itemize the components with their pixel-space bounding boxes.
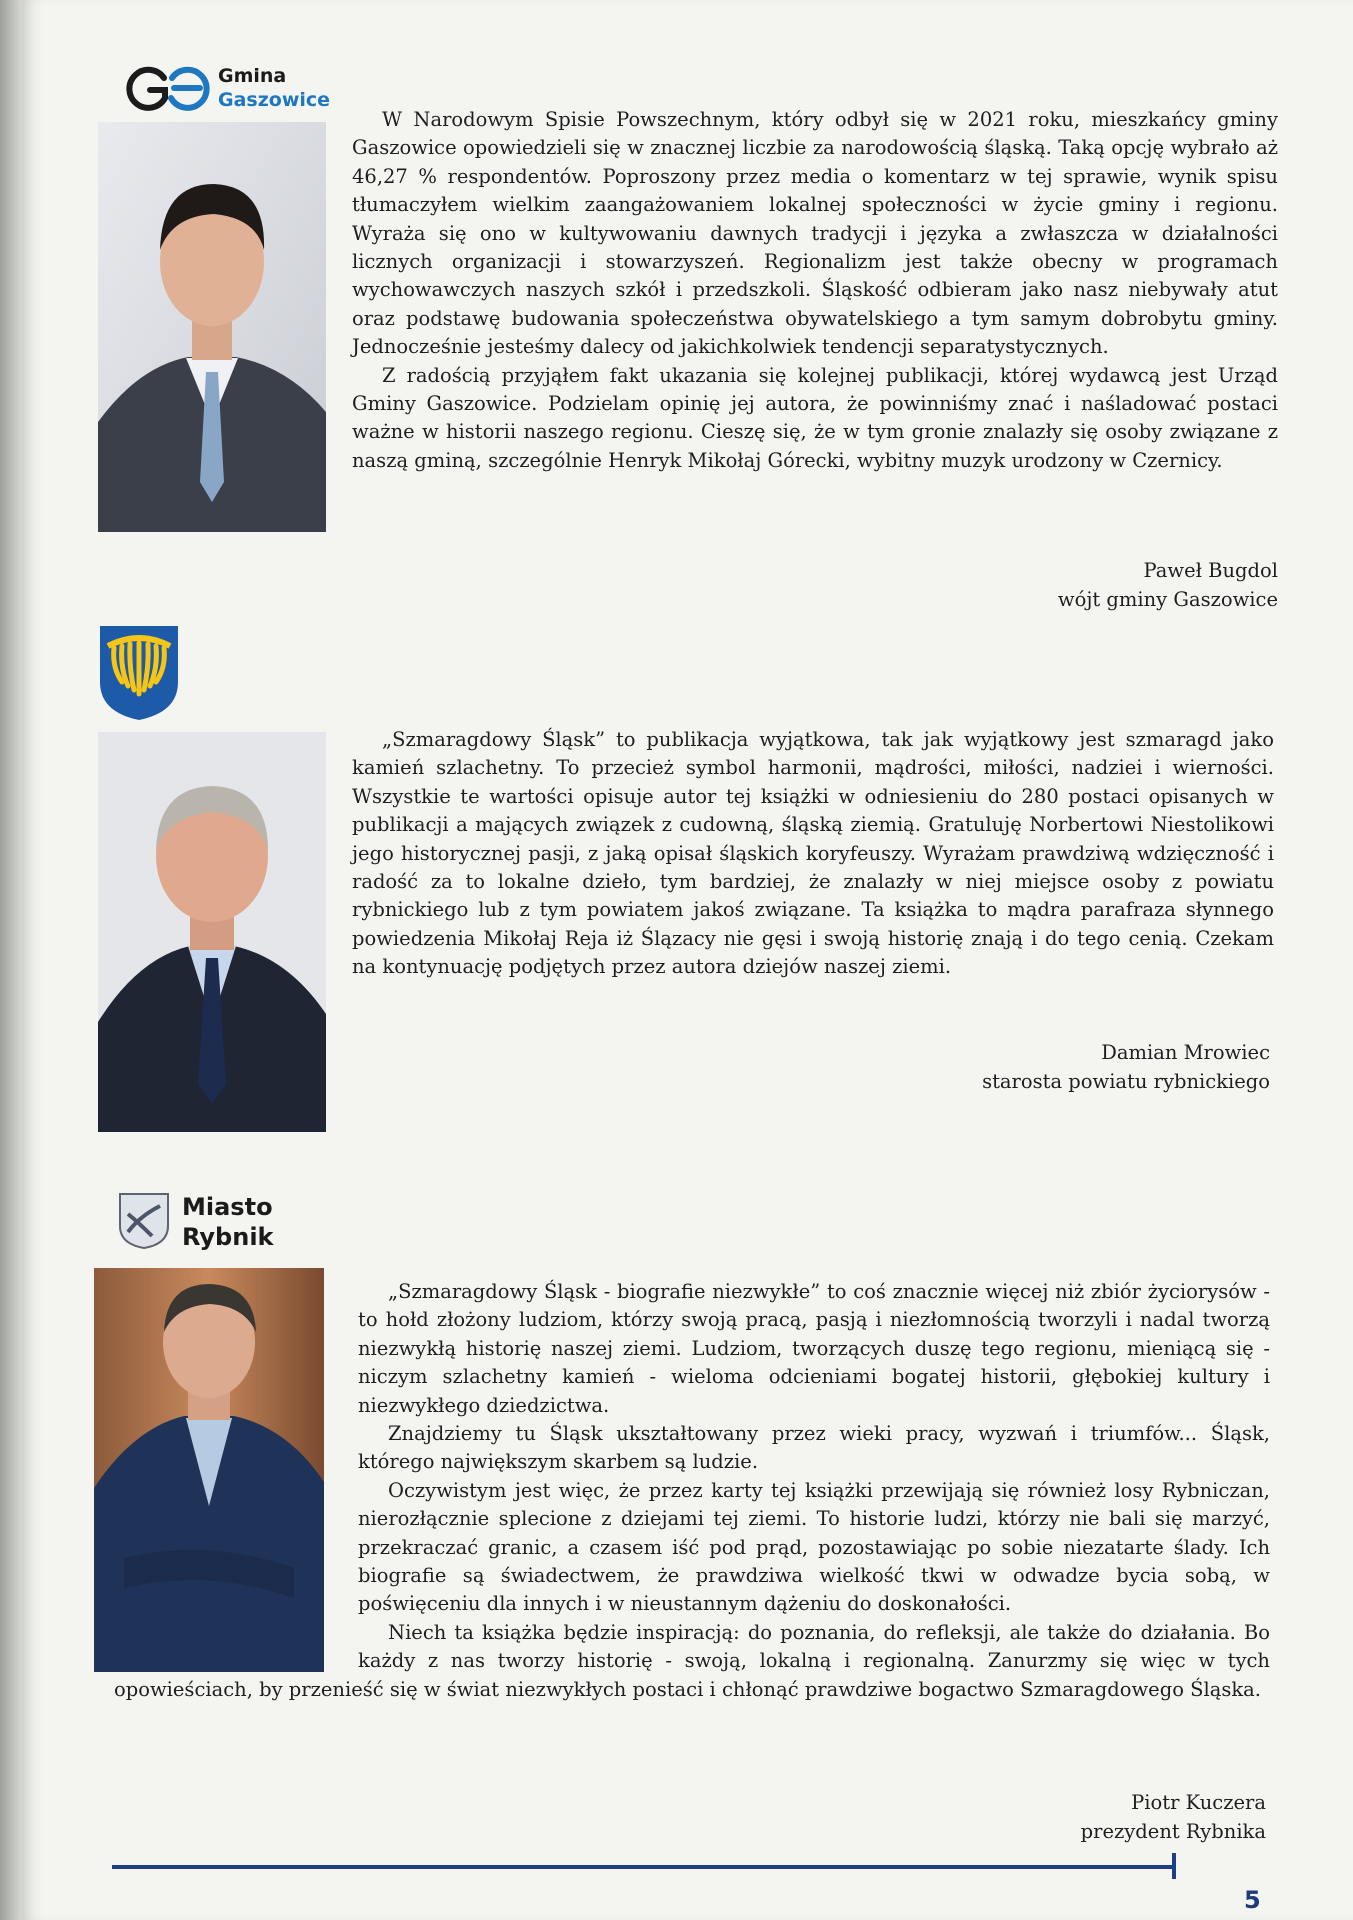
gaszowice-emblem-icon (122, 64, 214, 114)
logo-word-miasto: Miasto (182, 1193, 273, 1221)
page-number: 5 (1244, 1886, 1261, 1914)
paragraph: „Szmaragdowy Śląsk - biografie niezwykłe” to coś znacznie więcej niż zbiór życiorysów - to hołd złożony ludziom, którzy swoją pracą, pasją i niezłomnością tworzyli i nadal tworzą niezwykłą historię naszej ziemi. Ludziom, tworzących duszę tego regionu, mieniącą się - niczym szlachetny kamień - wieloma odcieniami bogatej historii, głębokiej kultury i niezwykłego dziedzictwa. (358, 1280, 1270, 1417)
paragraph: Z radością przyjąłem fakt ukazania się kolejnej publikacji, której wydawcą jest Urząd Gminy Gaszowice. Podzielam opinię jej autora, że powinniśmy znać i naśladować postaci ważne w historii naszego regionu. Cieszę się, że w tym gronie znalazły się osoby związane z naszą gminą, szczególnie Henryk Mikołaj Górecki, wybitny muzyk urodzony w Czernicy. (352, 363, 1278, 472)
footer-rule (112, 1865, 1176, 1869)
logo-word-gmina: Gmina (218, 65, 287, 87)
gaszowice-logo-text (218, 64, 330, 112)
paragraph: W Narodowym Spisie Powszechnym, który odbył się w 2021 roku, mieszkańcy gminy Gaszowice opowiedzieli się w znacznej liczbie za narodowością śląską. Taką opcję wybrało aż 46,27 % respondentów. Poproszony przez media o komentarz w tej sprawie, wynik spisu tłumaczyłem wielkim zaangażowaniem lokalnej społeczności w życie gminy i regionu. Wyraża się ono w kultywowaniu dawnych tradycji i języka a zwłaszcza w działalności licznych organizacji i stowarzyszeń. Regionalizm jest także obecny w programach wychowawczych naszych szkół i przedszkoli. Śląskość odbieram jako nasz niebywały atut oraz podstawę budowania społeczeństwa obywatelskiego a tym samym dobrobytu gminy. Jednocześnie jesteśmy dalecy od jakichkolwiek tendencji separatystycznych. (352, 108, 1278, 359)
paragraph: Niech ta książka będzie inspiracją: do poznania, do refleksji, ale także do działania. Bo każdy z nas tworzy historię - swoją, lokalną i regionalną. Zanurzmy się więc w tych opowieściach, by przenieść się w świat niezwykłych postaci i chłonąć prawdziwe bogactwo Szmaragdowego Śląska. (114, 1620, 1270, 1701)
signature-kuczera (822, 1788, 1266, 1846)
powiat-statement (352, 726, 1274, 982)
powiat-coat-of-arms (98, 624, 180, 722)
paragraph: Oczywistym jest więc, że przez karty tej książki przewijają się również losy Rybniczan, nierozłącznie splecione z dziejami tej ziemi. To historie ludzi, którzy nie bali się marzyć, przekraczać granic, a czasem iść pod prąd, pozostawiając po sobie niezatarte ślady. Ich biografie są świadectwem, że prawdziwa wielkość tkwi w odwadze bycia sobą, w poświęceniu dla innych i w nieustannym dążeniu do doskonałości. (358, 1478, 1270, 1616)
gaszowice-logo (122, 62, 332, 118)
portrait-photo-2 (98, 732, 326, 1132)
rybnik-logo (118, 1192, 338, 1252)
signature-name: Damian Mrowiec (1101, 1041, 1270, 1064)
gaszowice-statement (352, 106, 1278, 475)
signature-name: Piotr Kuczera (1131, 1791, 1266, 1814)
document-page (22, 0, 1353, 1920)
signature-bugdol (822, 556, 1278, 614)
signature-role: starosta powiatu rybnickiego (982, 1070, 1270, 1093)
coat-of-arms-icon (98, 624, 180, 722)
signature-role: wójt gminy Gaszowice (1057, 588, 1278, 611)
rybnik-coat-of-arms-icon (118, 1192, 170, 1250)
footer-rule-end (1172, 1853, 1176, 1879)
signature-role: prezydent Rybnika (1080, 1820, 1266, 1843)
photo-wrap-spacer (114, 1278, 358, 1674)
logo-word-gaszowice: Gaszowice (218, 89, 331, 111)
logo-word-rybnik: Rybnik (182, 1223, 274, 1251)
signature-name: Paweł Bugdol (1143, 559, 1278, 582)
book-spine-shadow (0, 0, 22, 1920)
paragraph: Znajdziemy tu Śląsk ukształtowany przez wieki pracy, wyzwań i triumfów... Śląsk, którego największym skarbem są ludzie. (358, 1422, 1270, 1474)
portrait-photo-1 (98, 122, 326, 532)
rybnik-statement (114, 1278, 1270, 1704)
paragraph: „Szmaragdowy Śląsk” to publikacja wyjątkowa, tak jak wyjątkowy jest szmaragd jako kamień szlachetny. To przecież symbol harmonii, mądrości, miłości, nadziei i wierności. Wszystkie te wartości opisuje autor tej książki w odniesieniu do 280 postaci opisanych w publikacji a mających związek z cudowną, śląską ziemią. Gratuluję Norbertowi Niestolikowi jego historycznej pasji, z jaką opisał śląskich koryfeuszy. Wyrażam prawdziwą wdzięczność i radość za to lokalne dzieło, tym bardziej, że znalazły w niej miejsce osoby z powiatu rybnickiego lub z tym powiatem jakoś związane. Ta książka to mądra parafraza słynnego powiedzenia Mikołaj Reja iż Ślązacy nie gęsi i swoją historię znają i do tego cenią. Czekam na kontynuację podjętych przez autora dziejów naszej ziemi. (352, 728, 1274, 979)
rybnik-logo-text (182, 1192, 274, 1252)
signature-mrowiec (822, 1038, 1270, 1096)
